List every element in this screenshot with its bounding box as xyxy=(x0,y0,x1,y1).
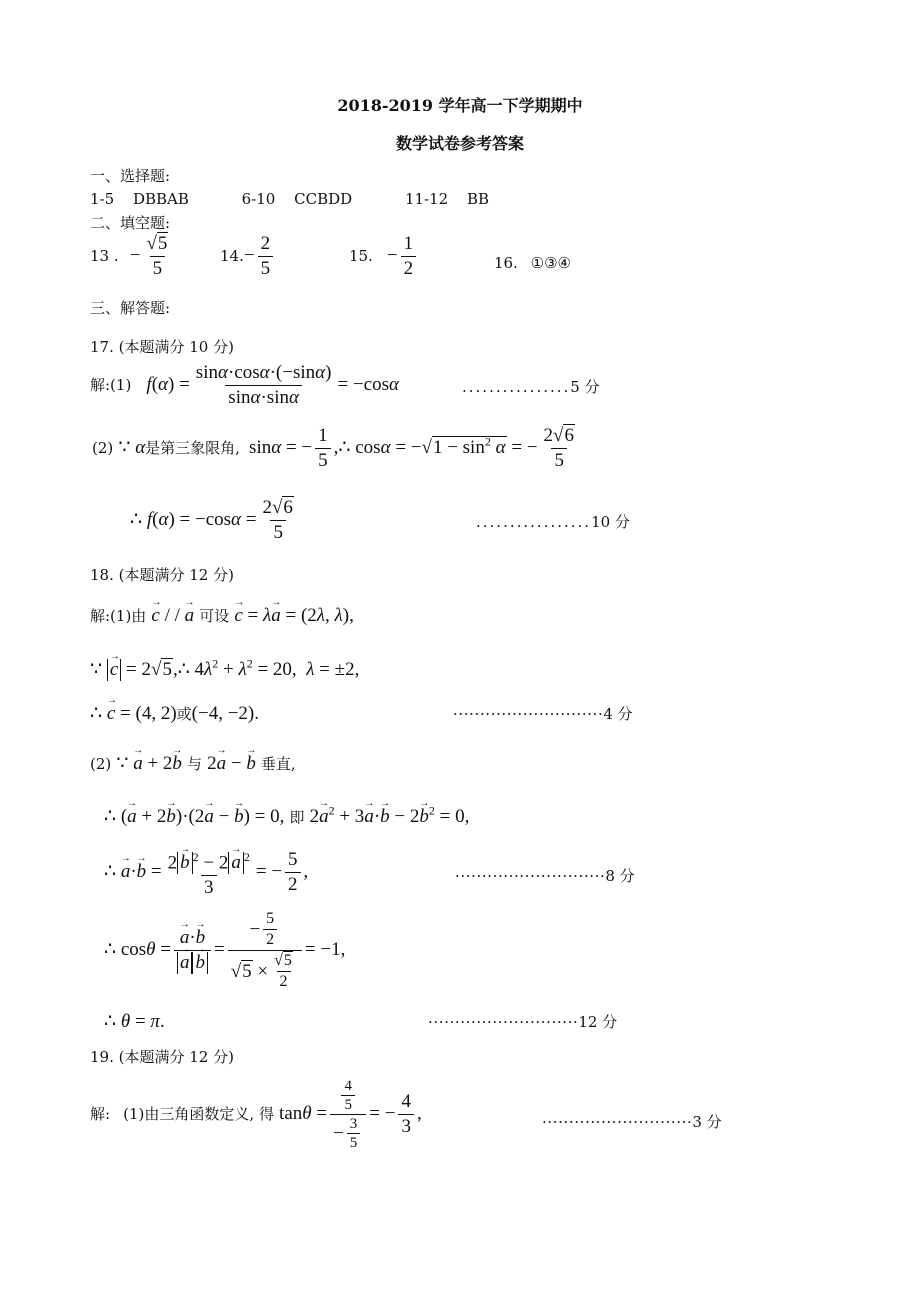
fill-answer-16: 16. ①③④ xyxy=(494,254,571,272)
choice-answers-row xyxy=(90,189,489,209)
choice-answers-2: CCBDD xyxy=(294,190,353,208)
fill-answer-15: 15. − $\frac{1}{2}$ xyxy=(349,233,419,280)
q18-line-3: ∴ → c = (4, 2)或(−4, −2). xyxy=(90,702,259,726)
q18-line-4: (2) ∵ → a + 2→ b 与 2→ a − → b 垂直, xyxy=(90,752,296,776)
q18-line-1: 解:(1)由 → c / / → a 可设 → c = λ→ a = (2λ, λ), xyxy=(90,604,354,628)
q18-line-7: ∴ cosθ = → a·→ b → a→ b = − $\frac{5}{2}$ √5 × $\frac{√5}{2}$ = −1, xyxy=(104,910,345,991)
q18-line-6: ∴ → a·→ b = $\frac{2\to b ^2 - 2\to a ^2}{3}$ = − $\frac{5}{2}$ , xyxy=(104,846,308,899)
choice-range-1: 1-5 xyxy=(90,190,115,208)
question-19-heading: 19. (本题满分 12 分) xyxy=(90,1048,234,1066)
q18-line-2: ∵ → c = 2√5,∴ $4\lambda^2 + \lambda^2 = 20$, λ = ±2, xyxy=(90,652,359,682)
q17-score-1: ................5 分 xyxy=(462,378,600,396)
section-heading-choice: 一、选择题: xyxy=(90,167,171,185)
q19-line-1: 解: (1)由三角函数定义, 得 tanθ = $\frac{4}{5}$ − $\frac{3}{5}$ = − $\frac{4}{3}$ , xyxy=(90,1078,422,1151)
question-17-heading: 17. (本题满分 10 分) xyxy=(90,338,234,356)
q18-line-8: ∴ θ = π. xyxy=(104,1011,165,1032)
q17-step-2: (2) ∵ α是第三象限角, sinα = − $\frac{1}{5}$ ,∴ $\cos\alpha = -√1 - \sin^2 \alpha$ = − $\frac{2√6}{5}$ xyxy=(92,425,574,471)
question-18-heading: 18. (本题满分 12 分) xyxy=(90,566,234,584)
q18-score-2: ····························8 分 xyxy=(455,867,635,885)
section-heading-fill: 二、填空题: xyxy=(90,214,171,232)
choice-answers-3: BB xyxy=(466,190,490,208)
q18-line-5: ∴ (→ a + 2→ b)·(2→ a − → b) = 0, 即 $2\to a^2 + 3\to a\cdot\to b - 2\to b^2 = 0$, xyxy=(104,799,469,829)
q17-step-1: 解:(1) f(α) = $\frac{\sin\alpha\cdot\cos\alpha\cdot(-\sin\alpha)}{\sin\alpha\cdot\sin\alpha}$ = −cosα xyxy=(90,362,399,408)
q17-score-2: .................10 分 xyxy=(476,513,630,531)
fill-answer-14: 14.− $\frac{2}{5}$ xyxy=(220,233,276,280)
q17-step-3: ∴ f(α) = −cosα = $\frac{2√6}{5}$ xyxy=(130,497,293,543)
page-title: 2018-2019 学年高一下学期期中 xyxy=(337,96,583,115)
q18-score-3: ····························12 分 xyxy=(428,1013,618,1031)
page-subtitle: 数学试卷参考答案 xyxy=(395,134,524,153)
q19-score-1: ····························3 分 xyxy=(542,1113,722,1131)
section-heading-solution: 三、解答题: xyxy=(90,299,171,317)
fill-answer-13: 13 . − $\frac{√5}{5}$ xyxy=(90,233,168,279)
choice-answers-1: DBBAB xyxy=(132,190,189,208)
choice-range-3: 11-12 xyxy=(404,190,449,208)
choice-range-2: 6-10 xyxy=(241,190,276,208)
q18-score-1: ····························4 分 xyxy=(453,705,633,723)
